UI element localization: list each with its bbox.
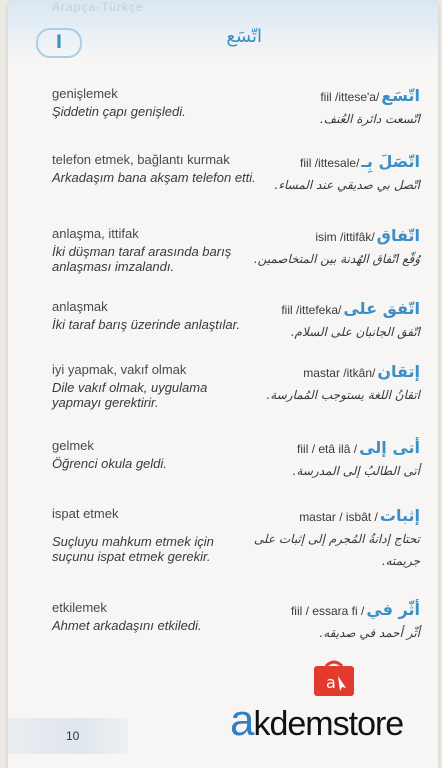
transliteration: mastar /itkân/ (303, 366, 376, 380)
page-number: 10 (66, 729, 80, 743)
turkish-word: telefon etmek, bağlantı kurmak (52, 152, 230, 167)
turkish-word: etkilemek (52, 600, 107, 615)
header-bar (8, 0, 438, 62)
turkish-example: Arkadaşım bana akşam telefon etti. (52, 170, 256, 185)
letter-badge: ا (36, 28, 82, 58)
arabic-headword-line (299, 506, 420, 525)
arabic-example: اتّسعت دائرة العُنف. (319, 112, 420, 126)
arabic-word: إتقان (377, 362, 420, 381)
logo-rest: kdemstore (253, 705, 404, 743)
turkish-example: İki taraf barış üzerinde anlaştılar. (52, 317, 241, 332)
arabic-word: إثبات (379, 506, 420, 525)
arabic-headword-line (315, 226, 420, 245)
header-title-word: اتّسَع (226, 26, 262, 47)
transliteration: fiil /ittefeka/ (281, 303, 342, 317)
store-logo-icon (310, 658, 358, 700)
dictionary-page (8, 0, 438, 768)
transliteration: mastar / isbât / (299, 510, 378, 524)
turkish-example: Ahmet arkadaşını etkiledi. (52, 618, 202, 633)
transliteration: fiil /ittese'a/ (320, 90, 380, 104)
store-logo-text (230, 696, 403, 746)
turkish-example: Şiddetin çapı genişledi. (52, 104, 186, 119)
transliteration: fiil /ittesale/ (300, 156, 360, 170)
turkish-example: Suçluyu mahkum etmek için suçunu ispat etmek gerekir. (52, 534, 214, 564)
arabic-example: اتقانُ اللغة يستوجب المُمارسة. (266, 388, 420, 402)
turkish-word: gelmek (52, 438, 94, 453)
transliteration: isim /ittifâk/ (315, 230, 375, 244)
arabic-headword-line (303, 362, 420, 381)
turkish-word: anlaşma, ittifak (52, 226, 139, 241)
arabic-example: أثّر أحمد في صديقه. (319, 626, 420, 640)
turkish-example: İki düşman taraf arasında barış anlaşması imzalandı. (52, 244, 232, 274)
arabic-headword-line (297, 438, 420, 457)
turkish-word: genişlemek (52, 86, 118, 101)
arabic-word: اتّسَع (381, 86, 420, 105)
turkish-word: anlaşmak (52, 299, 108, 314)
arabic-word: أتى إلى (359, 438, 420, 457)
turkish-word: iyi yapmak, vakıf olmak (52, 362, 187, 377)
arabic-headword-line (291, 600, 420, 619)
arabic-headword-line (320, 86, 420, 105)
arabic-example: تحتاج إدانةُ المُجرم إلى إثبات على جريمته. (253, 532, 420, 568)
page-number-box (8, 718, 128, 754)
transliteration: fiil / etâ ilâ / (297, 442, 358, 456)
transliteration: fiil / essara fi / (290, 604, 365, 618)
arabic-word: أثّر في (366, 600, 420, 619)
header-faint-text: Arapça-Türkçe (52, 0, 144, 14)
arabic-example: اتّفق الجانبان على السلام. (290, 325, 420, 339)
arabic-word: اتّفاق (376, 226, 420, 245)
arabic-example: اتّصل بي صديقي عند المساء. (274, 178, 420, 192)
turkish-example: Dile vakıf olmak, uygulama yapmayı gerektirir. (52, 380, 208, 410)
arabic-example: أتى الطالبُ إلى المدرسة. (292, 464, 420, 478)
logo-a-letter: a (230, 696, 254, 745)
arabic-word: اتّصَلَ بِـ (361, 152, 420, 171)
turkish-word: ispat etmek (52, 506, 119, 521)
logo-icon-letter: a (326, 673, 336, 692)
arabic-example: وُقّع اتّفاق الهُدنة بين المتخاصمين. (253, 252, 420, 266)
logo-handle (326, 662, 342, 666)
turkish-example: Öğrenci okula geldi. (52, 456, 167, 471)
arabic-headword-line (281, 299, 420, 318)
arabic-word: اتّفق على (343, 299, 420, 318)
arabic-headword-line (300, 152, 420, 171)
